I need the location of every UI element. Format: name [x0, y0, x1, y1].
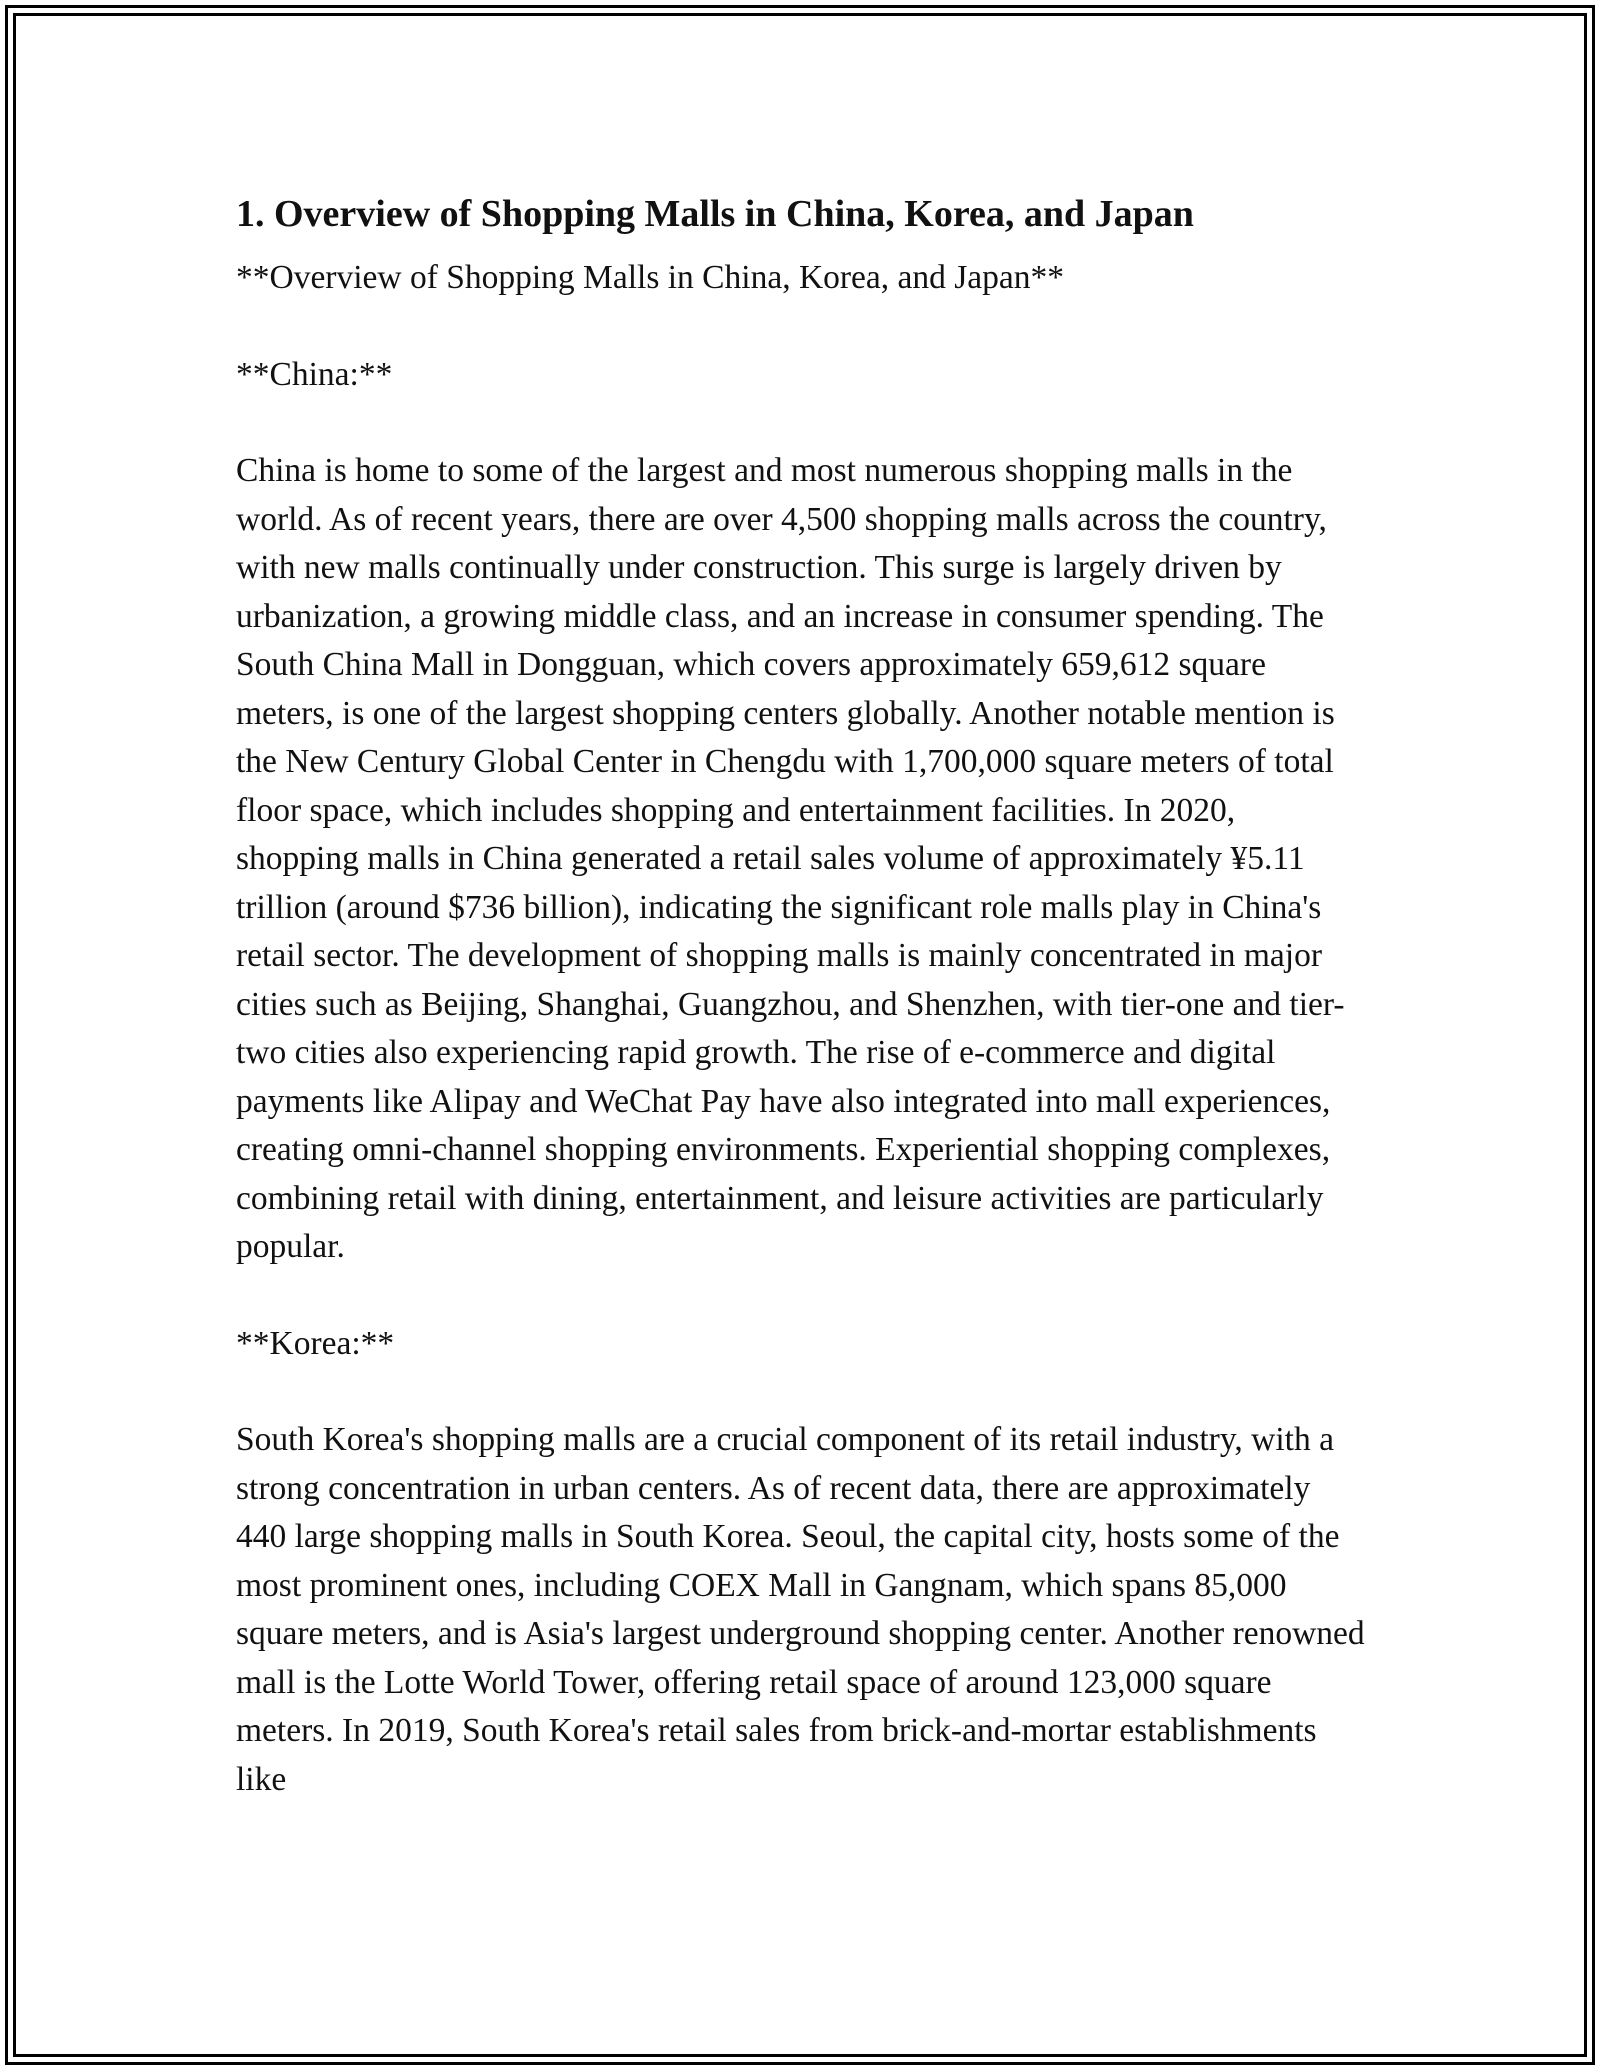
section-body-china: China is home to some of the largest and most numerous shopping malls in the world. As of recent years, there are over 4,500 shopping malls across the country, with new malls continually under construction. This surge is largely driven by urbanization, a growing middle class, and an increase in consumer spending. The South China Mall in Dongguan, which covers approximately 659,612 square meters, is one of the largest shopping centers globally. Another notable mention is the New Century Global Center in Chengdu with 1,700,000 square meters of total floor space, which includes shopping and entertainment facilities. In 2020, shopping malls in China generated a retail sales volume of approximately ¥5.11 trillion (around $736 billion), indicating the significant role malls play in China's retail sector. The development of shopping malls is mainly concentrated in major cities such as Beijing, Shanghai, Guangzhou, and Shenzhen, with tier-one and tier-two cities also experiencing rapid growth. The rise of e-commerce and digital payments like Alipay and WeChat Pay have also integrated into mall experiences, creating omni-channel shopping environments. Experiential shopping complexes, combining retail with dining, entertainment, and leisure activities are particularly popular.	[236, 452, 1345, 1265]
section-body-korea: South Korea's shopping malls are a crucial component of its retail industry, with a strong concentration in urban centers. As of recent data, there are approximately 440 large shopping malls in South Korea. Seoul, the capital city, hosts some of the most prominent ones, including COEX Mall in Gangnam, which spans 85,000 square meters, and is Asia's largest underground shopping center. Another renowned mall is the Lotte World Tower, offering retail space of around 123,000 square meters. In 2019, South Korea's retail sales from brick-and-mortar establishments like	[236, 1421, 1365, 1798]
document-subtitle: **Overview of Shopping Malls in China, Korea, and Japan**	[236, 259, 1065, 296]
document-body	[236, 186, 1366, 1804]
section-label-china: **China:**	[236, 355, 393, 393]
page-title: 1. Overview of Shopping Malls in China, Korea, and Japan	[236, 193, 1194, 235]
section-label-korea: **Korea:**	[236, 1324, 395, 1362]
